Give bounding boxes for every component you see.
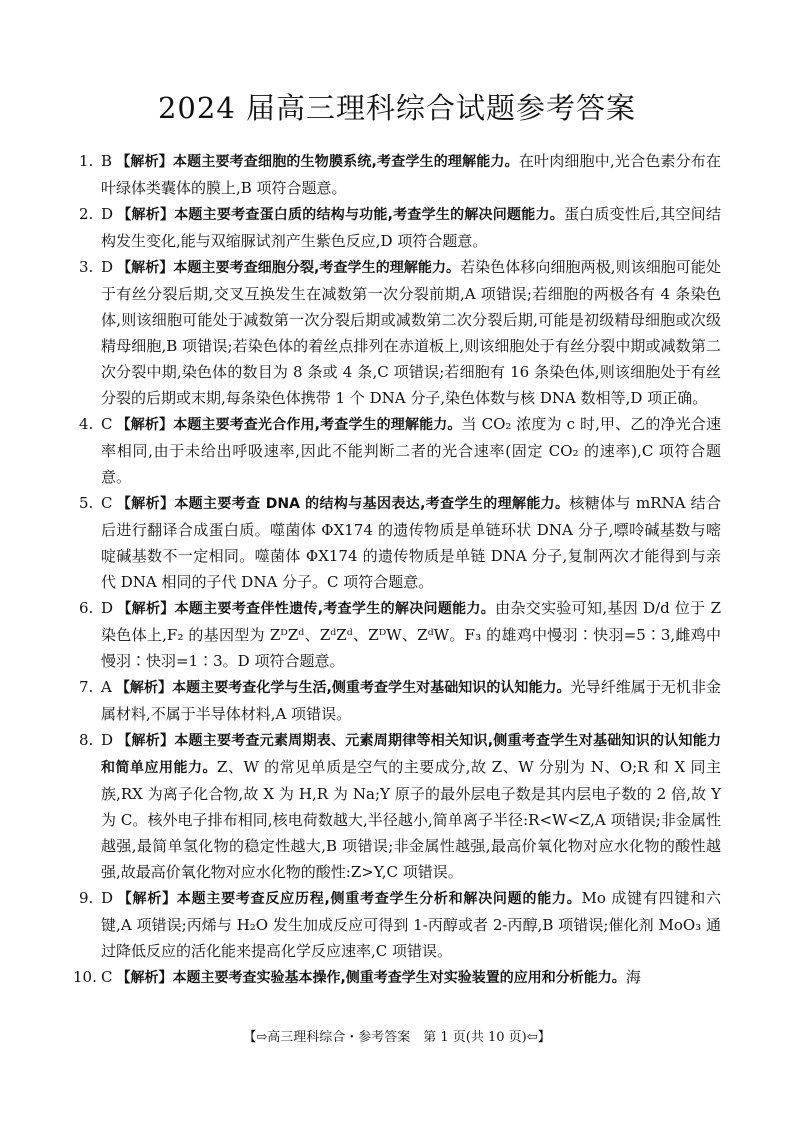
answer-item (73, 964, 721, 991)
analysis-lead: 本题主要考查蛋白质的结构与功能,考查学生的解决问题能力。 (174, 207, 564, 223)
item-number: 10. (73, 968, 97, 986)
answer-item (79, 490, 721, 595)
item-number: 6. (79, 599, 94, 617)
item-number: 4. (79, 415, 94, 433)
analysis-tag: 【解析】 (116, 154, 173, 170)
item-number: 5. (79, 494, 94, 512)
item-answer: D (101, 599, 114, 617)
analysis-tag: 【解析】 (117, 733, 175, 749)
item-answer: B (101, 152, 113, 170)
analysis-body: 由杂交实验可知,基因 D/d 位于 Z 染色体上,F₂ 的基因型为 ZᴰZᵈ、ZᵈZᵈ、ZᴰW、ZᵈW。F₃ 的雄鸡中慢羽∶快羽=5∶3,雌鸡中慢羽∶快羽=1∶3。D 项符合题意。 (101, 599, 721, 670)
analysis-tag: 【解析】 (116, 417, 174, 433)
page-footer: 【⇨高三理科综合・参考答案 第 1 页(共 10 页)⇦】 (243, 1030, 551, 1045)
analysis-tag: 【解析】 (115, 680, 173, 696)
item-answer: A (101, 678, 112, 696)
analysis-lead: 本题主要考查化学与生活,侧重考查学生对基础知识的认知能力。 (172, 680, 571, 696)
answer-item (79, 595, 721, 674)
analysis-body: 当 CO₂ 浓度为 c 时,甲、乙的净光合速率相同,由于未给出呼吸速率,因此不能判断二者的光合速率(固定 CO₂ 的速率),C 项符合题意。 (101, 415, 721, 486)
item-answer: D (101, 889, 114, 907)
item-answer: D (101, 205, 114, 223)
answer-item (79, 201, 721, 254)
analysis-lead: 本题主要考查细胞分裂,考查学生的理解能力。 (173, 260, 461, 276)
analysis-tag: 【解析】 (117, 260, 174, 276)
item-number: 2. (79, 205, 94, 223)
analysis-lead: 本题主要考查细胞的生物膜系统,考查学生的理解能力。 (172, 154, 519, 170)
answer-item (79, 148, 721, 201)
item-answer: D (101, 731, 114, 749)
answer-item (79, 411, 721, 490)
analysis-tag: 【解析】 (116, 496, 175, 512)
analysis-tag: 【解析】 (117, 207, 175, 223)
item-answer: C (101, 415, 113, 433)
analysis-body: Mo 成键有四键和六键,A 项错误;丙烯与 H₂O 发生加成反应可得到 1-丙醇或者 2-丙醇,B 项错误;催化剂 MoO₃ 通过降低反应的活化能来提高化学反应速率,C 项错误。 (101, 889, 721, 960)
analysis-lead: 本题主要考查反应历程,侧重考查学生分析和解决问题的能力。 (176, 891, 582, 907)
analysis-body: 核糖体与 mRNA 结合后进行翻译合成蛋白质。噬菌体 ΦX174 的遗传物质是单链环状 DNA 分子,嘌呤碱基数与嘧啶碱基数不一定相同。噬菌体 ΦX174 的遗传物质是单链 DNA 分子,复制两次才能得到与亲代 DNA 相同的子代 DNA 分子。C 项符合题意。 (101, 494, 721, 591)
analysis-tag: 【解析】 (117, 891, 177, 907)
page-title: 2024 届高三理科综合试题参考答案 (157, 91, 637, 125)
item-number: 9. (79, 889, 94, 907)
analysis-body: Z、W 的常见单质是空气的主要成分,故 Z、W 分别为 N、O;R 和 X 同主族,RX 为离子化合物,故 X 为 H,R 为 Na;Y 原子的最外层电子数是其内层电子数的 2 倍,故 Y 为 C。核外电子排布相同,核电荷数越大,半径越小,简单离子半径:R<W<Z,A 项错误;非金属性越强,最简单氢化物的稳定性越大,B 项错误;非金属性越强,最高价氧化物对应水化物的酸性越强,故最高价氧化物对应水化物的酸性:Z>Y,C 项错误。 (101, 758, 721, 881)
analysis-lead: 本题主要考查光合作用,考查学生的理解能力。 (173, 417, 462, 433)
analysis-body: 光导纤维属于无机非金属材料,不属于半导体材料,A 项错误。 (101, 678, 721, 723)
item-number: 1. (79, 152, 94, 170)
item-number: 3. (79, 258, 94, 276)
analysis-body: 海 (625, 968, 641, 986)
answer-item (79, 727, 721, 885)
analysis-body: 在叶肉细胞中,光合色素分布在叶绿体类囊体的膜上,B 项符合题意。 (101, 152, 721, 197)
analysis-body: 若染色体移向细胞两极,则该细胞可能处于有丝分裂后期,交叉互换发生在减数第一次分裂前期,A 项错误;若细胞的两极各有 4 条染色体,则该细胞可能处于减数第一次分裂后期或减数第二次分裂后期,可能是初级精母细胞或次级精母细胞,B 项错误;若染色体的着丝点排列在赤道板上,则该细胞处于有丝分裂中期或减数第二次分裂中期,染色体的数目为 8 条或 4 条,C 项错误;若细胞有 16 条染色体,则该细胞处于有丝分裂的后期或末期,每条染色体携带 1 个 DNA 分子,染色体数与核 DNA 数相等,D 项正确。 (101, 258, 721, 407)
item-answer: C (101, 968, 113, 986)
analysis-lead: 本题主要考查元素周期表、元素周期律等相关知识,侧重考查学生对基础知识的认知能力和简单应用能力。 (101, 733, 722, 776)
analysis-lead: 本题主要考查 DNA 的结构与基因表达,考查学生的理解能力。 (174, 496, 570, 512)
analysis-lead: 本题主要考查伴性遗传,考查学生的解决问题能力。 (174, 601, 496, 617)
analysis-body: 蛋白质变性后,其空间结构发生变化,能与双缩脲试剂产生紫色反应,D 项符合题意。 (101, 205, 721, 250)
answer-item (79, 885, 721, 964)
answer-list (73, 148, 722, 991)
analysis-tag: 【解析】 (117, 601, 175, 617)
item-number: 7. (79, 678, 94, 696)
item-number: 8. (79, 731, 94, 749)
analysis-lead: 本题主要考查实验基本操作,侧重考查学生对实验装置的应用和分析能力。 (172, 970, 626, 986)
answer-item (79, 254, 721, 411)
item-answer: C (101, 494, 113, 512)
item-answer: D (101, 258, 114, 276)
analysis-tag: 【解析】 (116, 970, 173, 986)
answer-item (79, 674, 721, 727)
